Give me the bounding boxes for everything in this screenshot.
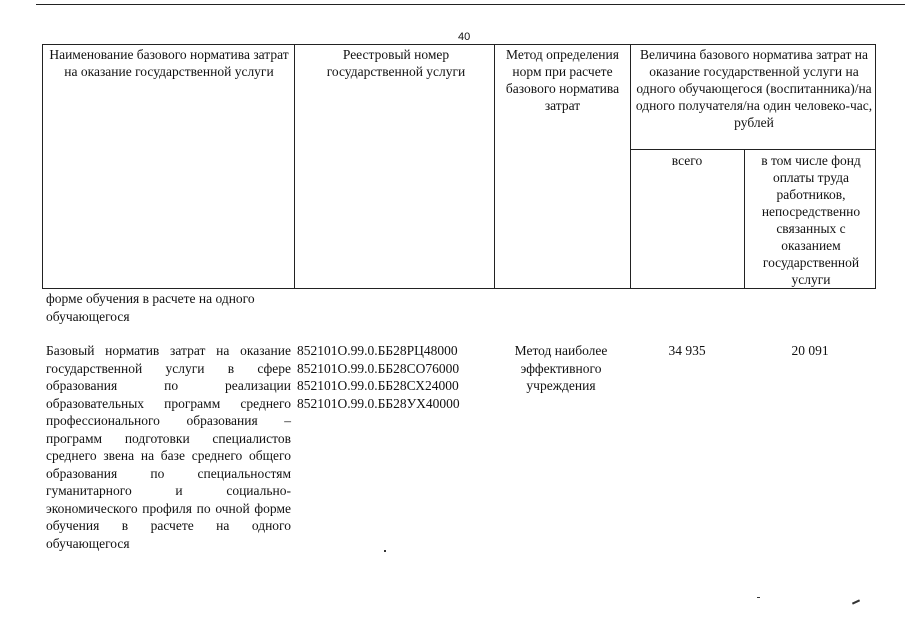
scan-mark (852, 599, 860, 604)
norm-name: Базовый норматив затрат на оказание государственной услуги в сфере образования по реализации образовательных программ среднего профессионального образования – программ подготовки специалистов среднего звена на базе среднего общего образования по специальностям гуманитарного и социально-экономического профиля по очной форме обучения в расчете на одного обучающегося (46, 343, 291, 551)
table-header (42, 44, 876, 289)
header-col-name: Наименование базового норматива затрат на оказание государственной услуги (49, 47, 289, 79)
total-value: 34 935 (668, 343, 706, 358)
column-divider (294, 45, 295, 288)
scan-mark (757, 597, 760, 598)
payroll-value: 20 091 (791, 343, 829, 358)
header-col-value: Величина базового норматива затрат на оказание государственной услуги на одного обучающегося (воспитанника)/на одного получателя/на один человеко-час, рублей (635, 47, 873, 130)
header-col-total: всего (671, 153, 703, 168)
method-value: Метод наиболее эффективного учреждения (514, 343, 608, 393)
header-col-payroll: в том числе фонд оплаты труда работников, непосредственно связанных с оказанием государственной услуги (761, 153, 861, 287)
column-divider (630, 45, 631, 288)
header-col-method: Метод определения норм при расчете базового норматива затрат (505, 47, 620, 113)
carryover-text: форме обучения в расчете на одного обучающегося (46, 291, 255, 324)
top-rule (36, 4, 905, 5)
column-divider (744, 149, 745, 288)
registry-number: 852101О.99.0.ББ28УХ40000 (297, 395, 460, 411)
row-divider (630, 149, 875, 150)
registry-number: 852101О.99.0.ББ28СО76000 (297, 360, 460, 376)
registry-numbers (297, 342, 497, 412)
scan-mark (384, 550, 386, 552)
registry-number: 852101О.99.0.ББ28СХ24000 (297, 378, 459, 393)
header-col-registry: Реестровый номер государственной услуги (326, 47, 466, 79)
page-number: 40 (458, 31, 471, 43)
registry-number: 852101О.99.0.ББ28РЦ48000 (297, 343, 458, 358)
